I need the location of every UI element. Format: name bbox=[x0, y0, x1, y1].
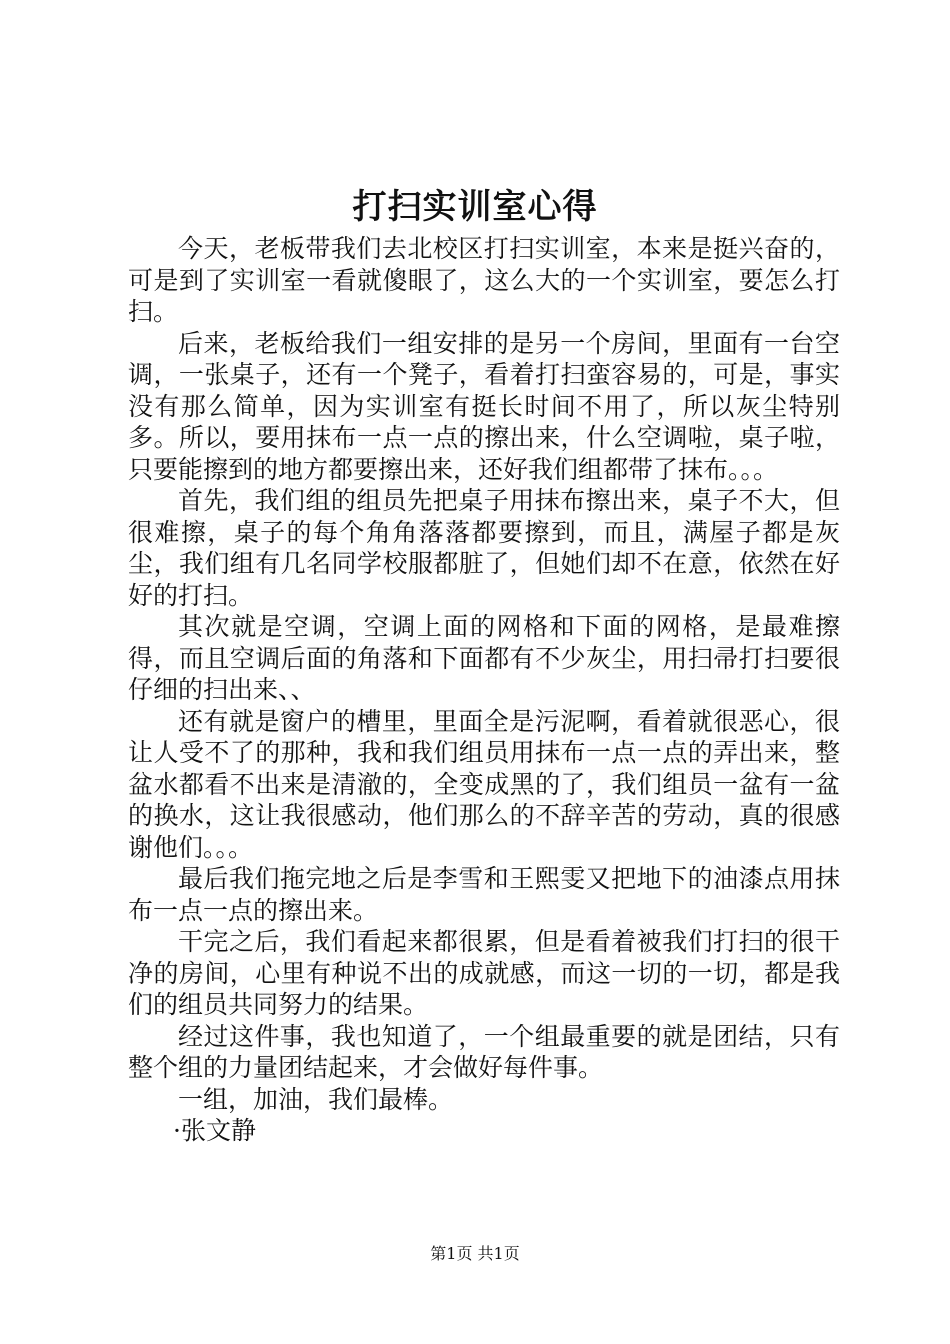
page-footer: 第1页 共1页 bbox=[430, 1244, 520, 1263]
paragraph: 经过这件事，我也知道了，一个组最重要的就是团结，只有整个组的力量团结起来，才会做好每件事。 bbox=[128, 1021, 840, 1082]
paragraph: 今天，老板带我们去北校区打扫实训室，本来是挺兴奋的，可是到了实训室一看就傻眼了，这么大的一个实训室，要怎么打扫。 bbox=[128, 234, 840, 326]
paragraph: 后来，老板给我们一组安排的是另一个房间，里面有一台空调，一张桌子，还有一个凳子，看着打扫蛮容易的，可是，事实没有那么简单，因为实训室有挺长时间不用了，所以灰尘特别多。所以，要用抹布一点一点的擦出来，什么空调啦，桌子啦，只要能擦到的地方都要擦出来，还好我们组都带了抹布。。。 bbox=[128, 328, 840, 484]
paragraph: 其次就是空调，空调上面的网格和下面的网格，是最难擦得，而且空调后面的角落和下面都有不少灰尘，用扫帚打扫要很仔细的扫出来、、 bbox=[128, 612, 840, 704]
paragraph: 首先，我们组的组员先把桌子用抹布擦出来，桌子不大，但很难擦，桌子的每个角角落落都要擦到，而且，满屋子都是灰尘，我们组有几名同学校服都脏了，但她们却不在意，依然在好好的打扫。 bbox=[128, 486, 840, 610]
document-body bbox=[128, 233, 840, 1147]
paragraph: 还有就是窗户的槽里，里面全是污泥啊，看着就很恶心，很让人受不了的那种，我和我们组员用抹布一点一点的弄出来，整盆水都看不出来是清澈的，全变成黑的了，我们组员一盆有一盆的换水，这让我很感动，他们那么的不辞辛苦的劳动，真的很感谢他们。。。 bbox=[128, 706, 840, 862]
paragraph: 最后我们拖完地之后是李雪和王熙雯又把地下的油漆点用抹布一点一点的擦出来。 bbox=[128, 864, 840, 925]
paragraph: 干完之后，我们看起来都很累，但是看着被我们打扫的很干净的房间，心里有种说不出的成就感，而这一切的一切，都是我们的组员共同努力的结果。 bbox=[128, 927, 840, 1019]
author-signature: ·张文静 bbox=[173, 1116, 256, 1145]
paragraph: 一组，加油，我们最棒。 bbox=[178, 1084, 454, 1114]
document-title: 打扫实训室心得 bbox=[352, 187, 598, 227]
